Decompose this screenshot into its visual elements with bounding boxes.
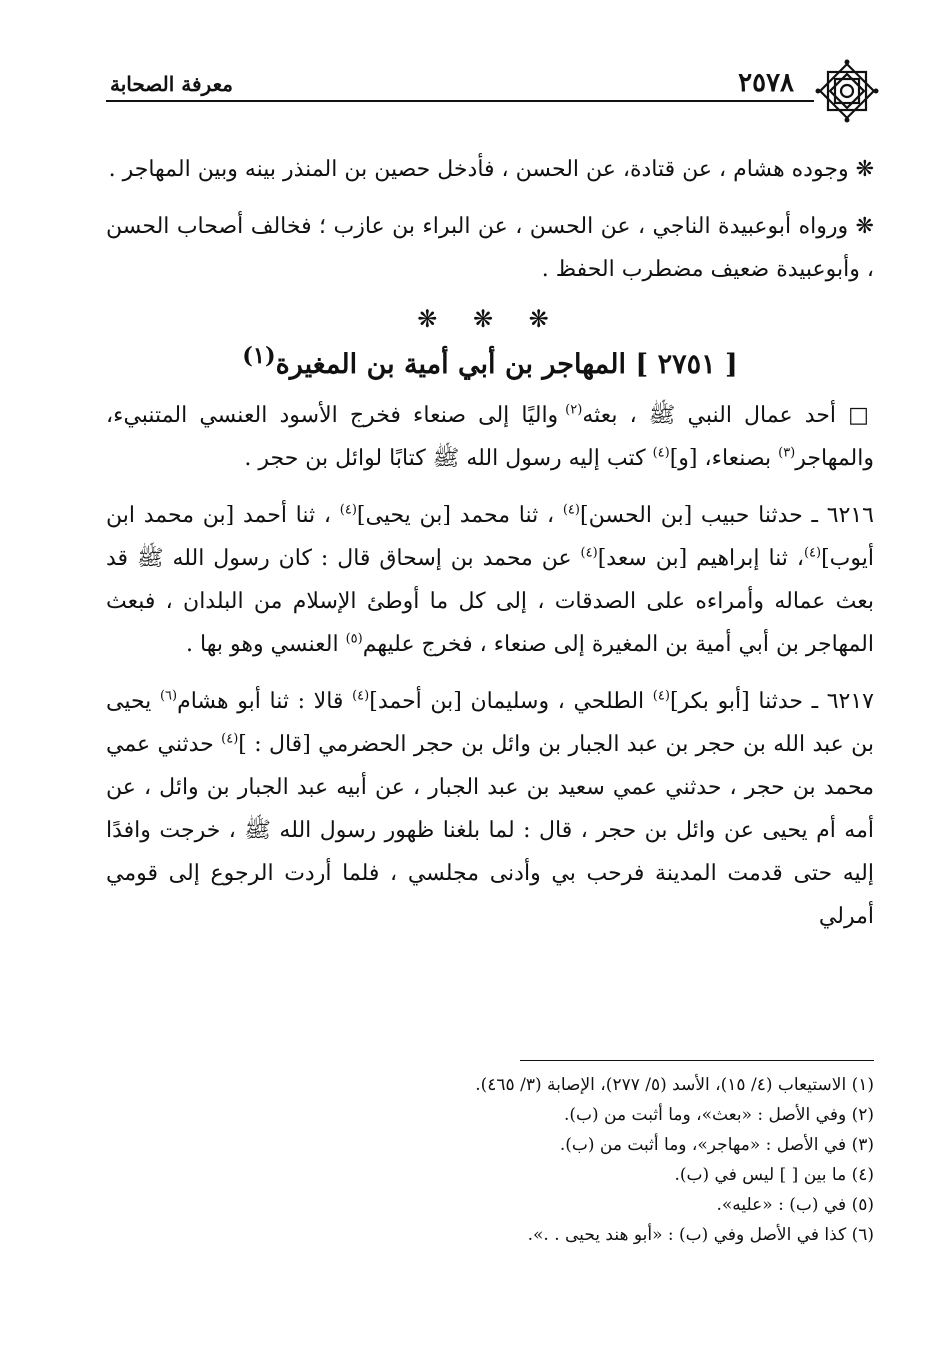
- header-divider: [106, 100, 814, 102]
- text-run: ٦٢١٧ ـ حدثنا [أبو بكر]: [669, 689, 874, 714]
- footnote-ref: (٤): [562, 502, 580, 518]
- footnote-ref: (٤): [221, 731, 239, 747]
- text-run: الطلحي ، وسليمان [بن أحمد]: [369, 689, 653, 714]
- footnote-ref: (٣): [778, 445, 796, 461]
- footnote-ref: (٦): [159, 688, 178, 704]
- text-run: يحيى بن عبد الله بن حجر بن عبد الجبار بن وائل بن حجر الحضرمي [قال : ]: [106, 689, 874, 757]
- page-number: ٢٥٧٨: [738, 68, 794, 98]
- text-run: حدثني عمي محمد بن حجر ، حدثني عمي سعيد بن عبد الجبار ، عن أبيه عبد الجبار بن وائل ، عن أمه أم يحيى عن وائل بن حجر ، قال : لما بلغنا ظهور رسول الله ﷺ ، خرجت وافدًا إليه حتى قدمت المدينة فرحب بي وأدنى مجلسي ، فلما أردت الرجوع إلى قومي أمرلي: [106, 732, 874, 929]
- text-run: بصنعاء، [و]: [669, 446, 779, 471]
- entry-title-text: [ ٢٧٥١ ] المهاجر بن أبي أمية بن المغيرة: [275, 349, 738, 380]
- footnote: (٦) كذا في الأصل وفي (ب) : «أبو هند يحيى . .».: [527, 1225, 874, 1245]
- text-run: قالا : ثنا أبو هشام: [177, 689, 353, 714]
- running-title: معرفة الصحابة: [110, 72, 233, 96]
- footnote-ref: (٤): [803, 545, 822, 561]
- footnotes: [300, 1070, 874, 1250]
- footnote: (٢) وفي الأصل : «بعث»، وما أثبت من (ب).: [563, 1105, 874, 1125]
- footnote-divider: [520, 1060, 874, 1061]
- paragraph-4: [106, 494, 874, 666]
- footnote-ref: (٥): [345, 631, 363, 647]
- paragraph-2: ❋ ورواه أبوعبيدة الناجي ، عن الحسن ، عن البراء بن عازب ؛ فخالف أصحاب الحسن ، وأبوعبيدة ضعيف مضطرب الحفظ .: [106, 214, 874, 282]
- footnote-ref: (٤): [652, 445, 670, 461]
- paragraph-3: [106, 394, 874, 480]
- footnote-ref: (٤): [339, 502, 357, 518]
- footnote-ref: (١): [242, 343, 276, 369]
- footnote: (٤) ما بين [ ] ليس في (ب).: [674, 1165, 874, 1185]
- text-run: ، ثنا محمد [بن يحيى]: [356, 503, 563, 528]
- text-run: ، ثنا إبراهيم [بن سعد]: [597, 546, 804, 571]
- text-run: عن محمد بن إسحاق قال : كان رسول الله ﷺ قد بعث عماله وأمراءه على الصدقات ، إلى كل ما أوطئ الإسلام من البلدان ، فبعث المهاجر بن أبي أمية بن المغيرة إلى صنعاء ، فخرج عليهم: [106, 546, 874, 657]
- text-run: العنسي وهو بها .: [186, 632, 346, 657]
- text-run: كتب إليه رسول الله ﷺ كتابًا لوائل بن حجر .: [244, 446, 653, 471]
- footnote: (٣) في الأصل : «مهاجر»، وما أثبت من (ب).: [559, 1135, 874, 1155]
- section-separator: ❋ ❋ ❋: [417, 305, 563, 333]
- text-run: واليًا إلى صنعاء فخرج الأسود العنسي المتنبيء، والمهاجر: [106, 403, 874, 471]
- text-run: ، ثنا أحمد [بن محمد ابن أيوب]: [106, 503, 874, 571]
- text-run: □ أحد عمال النبي ﷺ ، بعثه: [582, 403, 874, 428]
- paragraph-1: ❋ وجوده هشام ، عن قتادة، عن الحسن ، فأدخل حصين بن المنذر بينه وبين المهاجر .: [108, 157, 874, 182]
- footnote-ref: (٤): [352, 688, 370, 704]
- main-text: [106, 148, 874, 952]
- footnote: (١) الاستيعاب (٤/ ١٥)، الأسد (٥/ ٢٧٧)، الإصابة (٣/ ٤٦٥).: [475, 1075, 874, 1095]
- entry-title: [106, 343, 874, 380]
- paragraph-5: [106, 680, 874, 938]
- footnote-ref: (٤): [580, 545, 598, 561]
- page-header: [100, 58, 880, 128]
- footnote-ref: (٤): [652, 688, 670, 704]
- text-run: ٦٢١٦ ـ حدثنا حبيب [بن الحسن]: [579, 503, 874, 528]
- footnote: (٥) في (ب) : «عليه».: [716, 1195, 874, 1215]
- footnote-ref: (٢): [565, 402, 583, 418]
- eight-point-star-ornament-icon: [814, 58, 880, 124]
